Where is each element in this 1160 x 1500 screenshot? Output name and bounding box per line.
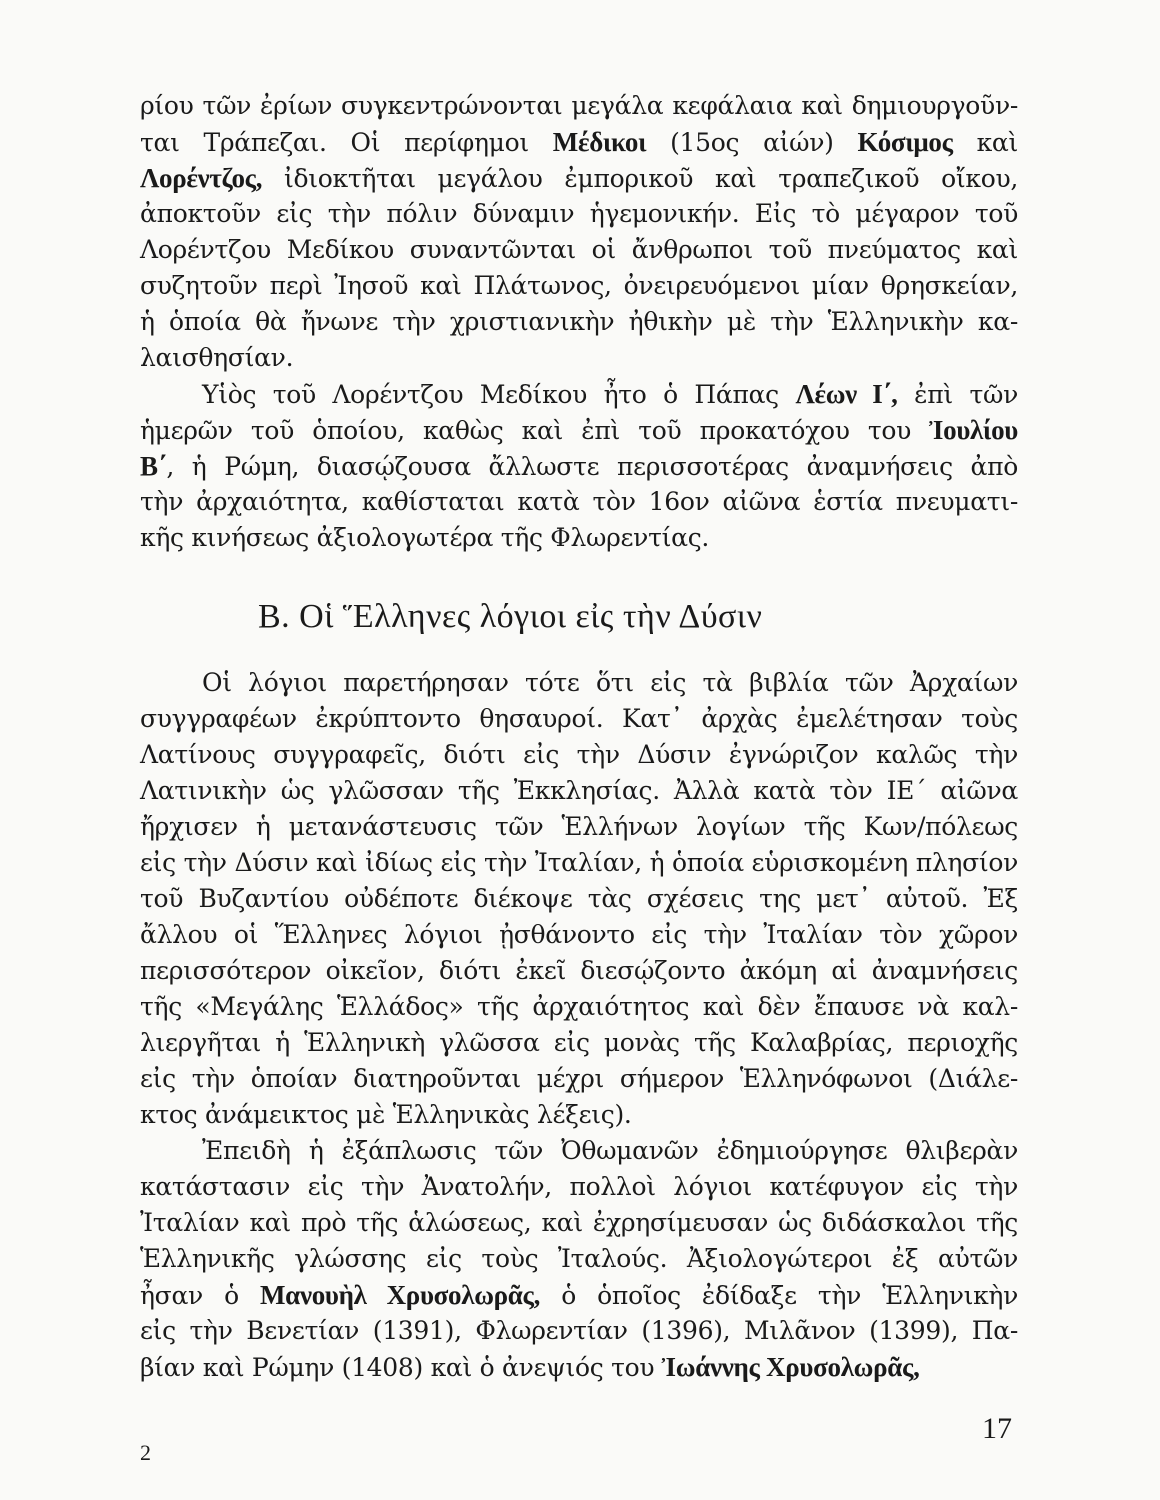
- text-segment: ἐπὶ τῶν: [897, 380, 1018, 409]
- text-line: [140, 88, 1018, 124]
- text-segment: ρίου τῶν ἐρίων συγκεντρώνονται μεγάλα κεφάλαια καὶ δημιουργοῦν-: [140, 91, 1018, 120]
- text-line: [140, 701, 1018, 737]
- text-line: [140, 412, 1018, 448]
- text-segment: Ἰταλίαν καὶ πρὸ τῆς ἁλώσεως, καὶ ἐχρησίμευσαν ὡς διδάσκαλοι τῆς: [140, 1208, 1018, 1237]
- text-segment: βίαν καὶ Ρώμην (1408) καὶ ὁ ἀνεψιός του: [140, 1353, 662, 1382]
- text-segment: τὴν ἀρχαιότητα, καθίσταται κατὰ τὸν 16ον αἰῶνα ἑστία πνευματι-: [140, 487, 1018, 516]
- text-line: [140, 160, 1018, 196]
- bold-term: Ἰωάννης Χρυσολωρᾶς,: [661, 1352, 920, 1382]
- text-segment: τοῦ Βυζαντίου οὐδέποτε διέκοψε τὰς σχέσεις της μετ᾽ αὐτοῦ. Ἐξ: [140, 884, 1018, 913]
- text-line: [140, 124, 1018, 160]
- text-segment: συγγραφέων ἐκρύπτοντο θησαυροί. Κατ᾽ ἀρχὰς ἐμελέτησαν τοὺς: [140, 704, 1018, 733]
- text-line: [140, 1025, 1018, 1061]
- text-block-top: [140, 88, 1018, 556]
- text-line: [140, 989, 1018, 1025]
- text-line: [140, 1349, 1018, 1385]
- bold-term: Μανουὴλ Χρυσολωρᾶς,: [260, 1280, 541, 1310]
- text-segment: κτος ἀνάμεικτος μὲ Ἑλληνικὰς λέξεις).: [140, 1100, 632, 1129]
- text-line: [140, 1061, 1018, 1097]
- text-segment: Οἱ λόγιοι παρετήρησαν τότε ὅτι εἰς τὰ βιβλία τῶν Ἀρχαίων: [202, 668, 1018, 697]
- bold-term: Κόσιμος: [857, 127, 953, 157]
- bold-term: Ἰουλίου: [929, 415, 1018, 445]
- text-segment: εἰς τὴν Βενετίαν (1391), Φλωρεντίαν (1396), Μιλᾶνον (1399), Πα-: [140, 1316, 1018, 1345]
- text-segment: Λορέντζου Μεδίκου συναντῶνται οἱ ἄνθρωποι τοῦ πνεύματος καὶ: [140, 235, 1018, 264]
- text-line: [140, 304, 1018, 340]
- text-segment: Ἐπειδὴ ἡ ἐξάπλωσις τῶν Ὀθωμανῶν ἐδημιούργησε θλιβερὰν: [202, 1136, 1018, 1165]
- text-segment: , ἡ Ρώμη, διασῴζουσα ἄλλωστε περισσοτέρας ἀναμνήσεις ἀπὸ: [166, 452, 1018, 481]
- text-segment: ἡμερῶν τοῦ ὁποίου, καθὼς καὶ ἐπὶ τοῦ προκατόχου του: [140, 416, 930, 445]
- text-line: [140, 1097, 1018, 1133]
- text-segment: ἤρχισεν ἡ μετανάστευσις τῶν Ἑλλήνων λογίων τῆς Κων/πόλεως: [140, 812, 1018, 841]
- text-segment: συζητοῦν περὶ Ἰησοῦ καὶ Πλάτωνος, ὀνειρευόμενοι μίαν θρησκείαν,: [140, 271, 1018, 300]
- page-number: 17: [982, 1412, 1012, 1445]
- text-block-bottom: [140, 665, 1018, 1385]
- text-line: [140, 1133, 1018, 1169]
- text-line: [140, 845, 1018, 881]
- text-line: [140, 737, 1018, 773]
- text-segment: Υἱὸς τοῦ Λορέντζου Μεδίκου ἦτο ὁ Πάπας: [202, 380, 796, 409]
- text-line: [140, 953, 1018, 989]
- text-line: [140, 665, 1018, 701]
- text-segment: ὁ ὁποῖος ἐδίδαξε τὴν Ἑλληνικὴν: [540, 1281, 1018, 1310]
- text-segment: τῆς «Μεγάλης Ἑλλάδος» τῆς ἀρχαιότητος καὶ δὲν ἔπαυσε νὰ καλ-: [140, 992, 1018, 1021]
- text-line: [140, 809, 1018, 845]
- text-line: [140, 376, 1018, 412]
- section-heading: Β. Οἱ Ἕλληνες λόγιοι εἰς τὴν Δύσιν: [258, 598, 763, 635]
- text-segment: ἰδιοκτῆται μεγάλου ἐμπορικοῦ καὶ τραπεζικοῦ οἴκου,: [262, 164, 1018, 193]
- text-segment: εἰς τὴν Δύσιν καὶ ἰδίως εἰς τὴν Ἰταλίαν, ἡ ὁποία εὑρισκομένη πλησίον: [140, 848, 1018, 877]
- text-line: [140, 196, 1018, 232]
- text-line: [140, 268, 1018, 304]
- text-line: [140, 917, 1018, 953]
- bold-term: Β΄: [140, 451, 167, 481]
- text-line: [140, 1241, 1018, 1277]
- bold-term: Μέδικοι: [552, 127, 647, 157]
- text-segment: Ἑλληνικῆς γλώσσης εἰς τοὺς Ἰταλούς. Ἀξιολογώτεροι ἐξ αὐτῶν: [140, 1244, 1018, 1273]
- text-segment: ται Τράπεζαι. Οἱ περίφημοι: [140, 128, 553, 157]
- text-segment: εἰς τὴν ὁποίαν διατηροῦνται μέχρι σήμερον Ἑλληνόφωνοι (Διάλε-: [140, 1064, 1018, 1093]
- text-line: [140, 232, 1018, 268]
- text-line: [140, 881, 1018, 917]
- text-line: [140, 1169, 1018, 1205]
- text-segment: κῆς κινήσεως ἀξιολογωτέρα τῆς Φλωρεντίας.: [140, 523, 710, 552]
- bold-term: Λέων Ι΄,: [795, 379, 898, 409]
- text-segment: κατάστασιν εἰς τὴν Ἀνατολήν, πολλοὶ λόγιοι κατέφυγον εἰς τὴν: [140, 1172, 1018, 1201]
- text-line: [140, 448, 1018, 484]
- text-segment: Λατίνους συγγραφεῖς, διότι εἰς τὴν Δύσιν ἐγνώριζον καλῶς τὴν: [140, 740, 1018, 769]
- text-segment: περισσότερον οἰκεῖον, διότι ἐκεῖ διεσῴζοντο ἀκόμη αἱ ἀναμνήσεις: [140, 956, 1018, 985]
- text-line: [140, 1277, 1018, 1313]
- text-segment: ἡ ὁποία θὰ ἤνωνε τὴν χριστιανικὴν ἠθικὴν μὲ τὴν Ἑλληνικὴν κα-: [140, 307, 1018, 336]
- text-segment: ἀποκτοῦν εἰς τὴν πόλιν δύναμιν ἡγεμονικήν. Εἰς τὸ μέγαρον τοῦ: [140, 199, 1018, 228]
- text-segment: ἄλλου οἱ Ἕλληνες λόγιοι ᾐσθάνοντο εἰς τὴν Ἰταλίαν τὸν χῶρον: [140, 920, 1018, 949]
- text-segment: λαισθησίαν.: [140, 343, 294, 372]
- text-line: [140, 340, 1018, 376]
- text-line: [140, 773, 1018, 809]
- signature-mark: 2: [140, 1440, 151, 1465]
- text-segment: Λατινικὴν ὡς γλῶσσαν τῆς Ἐκκλησίας. Ἀλλὰ κατὰ τὸν ΙΕ΄ αἰῶνα: [140, 776, 1018, 805]
- text-segment: (15ος αἰών): [646, 128, 858, 157]
- text-line: [140, 1205, 1018, 1241]
- text-line: [140, 520, 1018, 556]
- text-segment: λιεργῆται ἡ Ἑλληνικὴ γλῶσσα εἰς μονὰς τῆς Καλαβρίας, περιοχῆς: [140, 1028, 1018, 1057]
- text-segment: ἦσαν ὁ: [140, 1281, 260, 1310]
- text-line: [140, 484, 1018, 520]
- text-segment: καὶ: [952, 128, 1018, 157]
- text-line: [140, 1313, 1018, 1349]
- bold-term: Λορέντζος,: [140, 163, 263, 193]
